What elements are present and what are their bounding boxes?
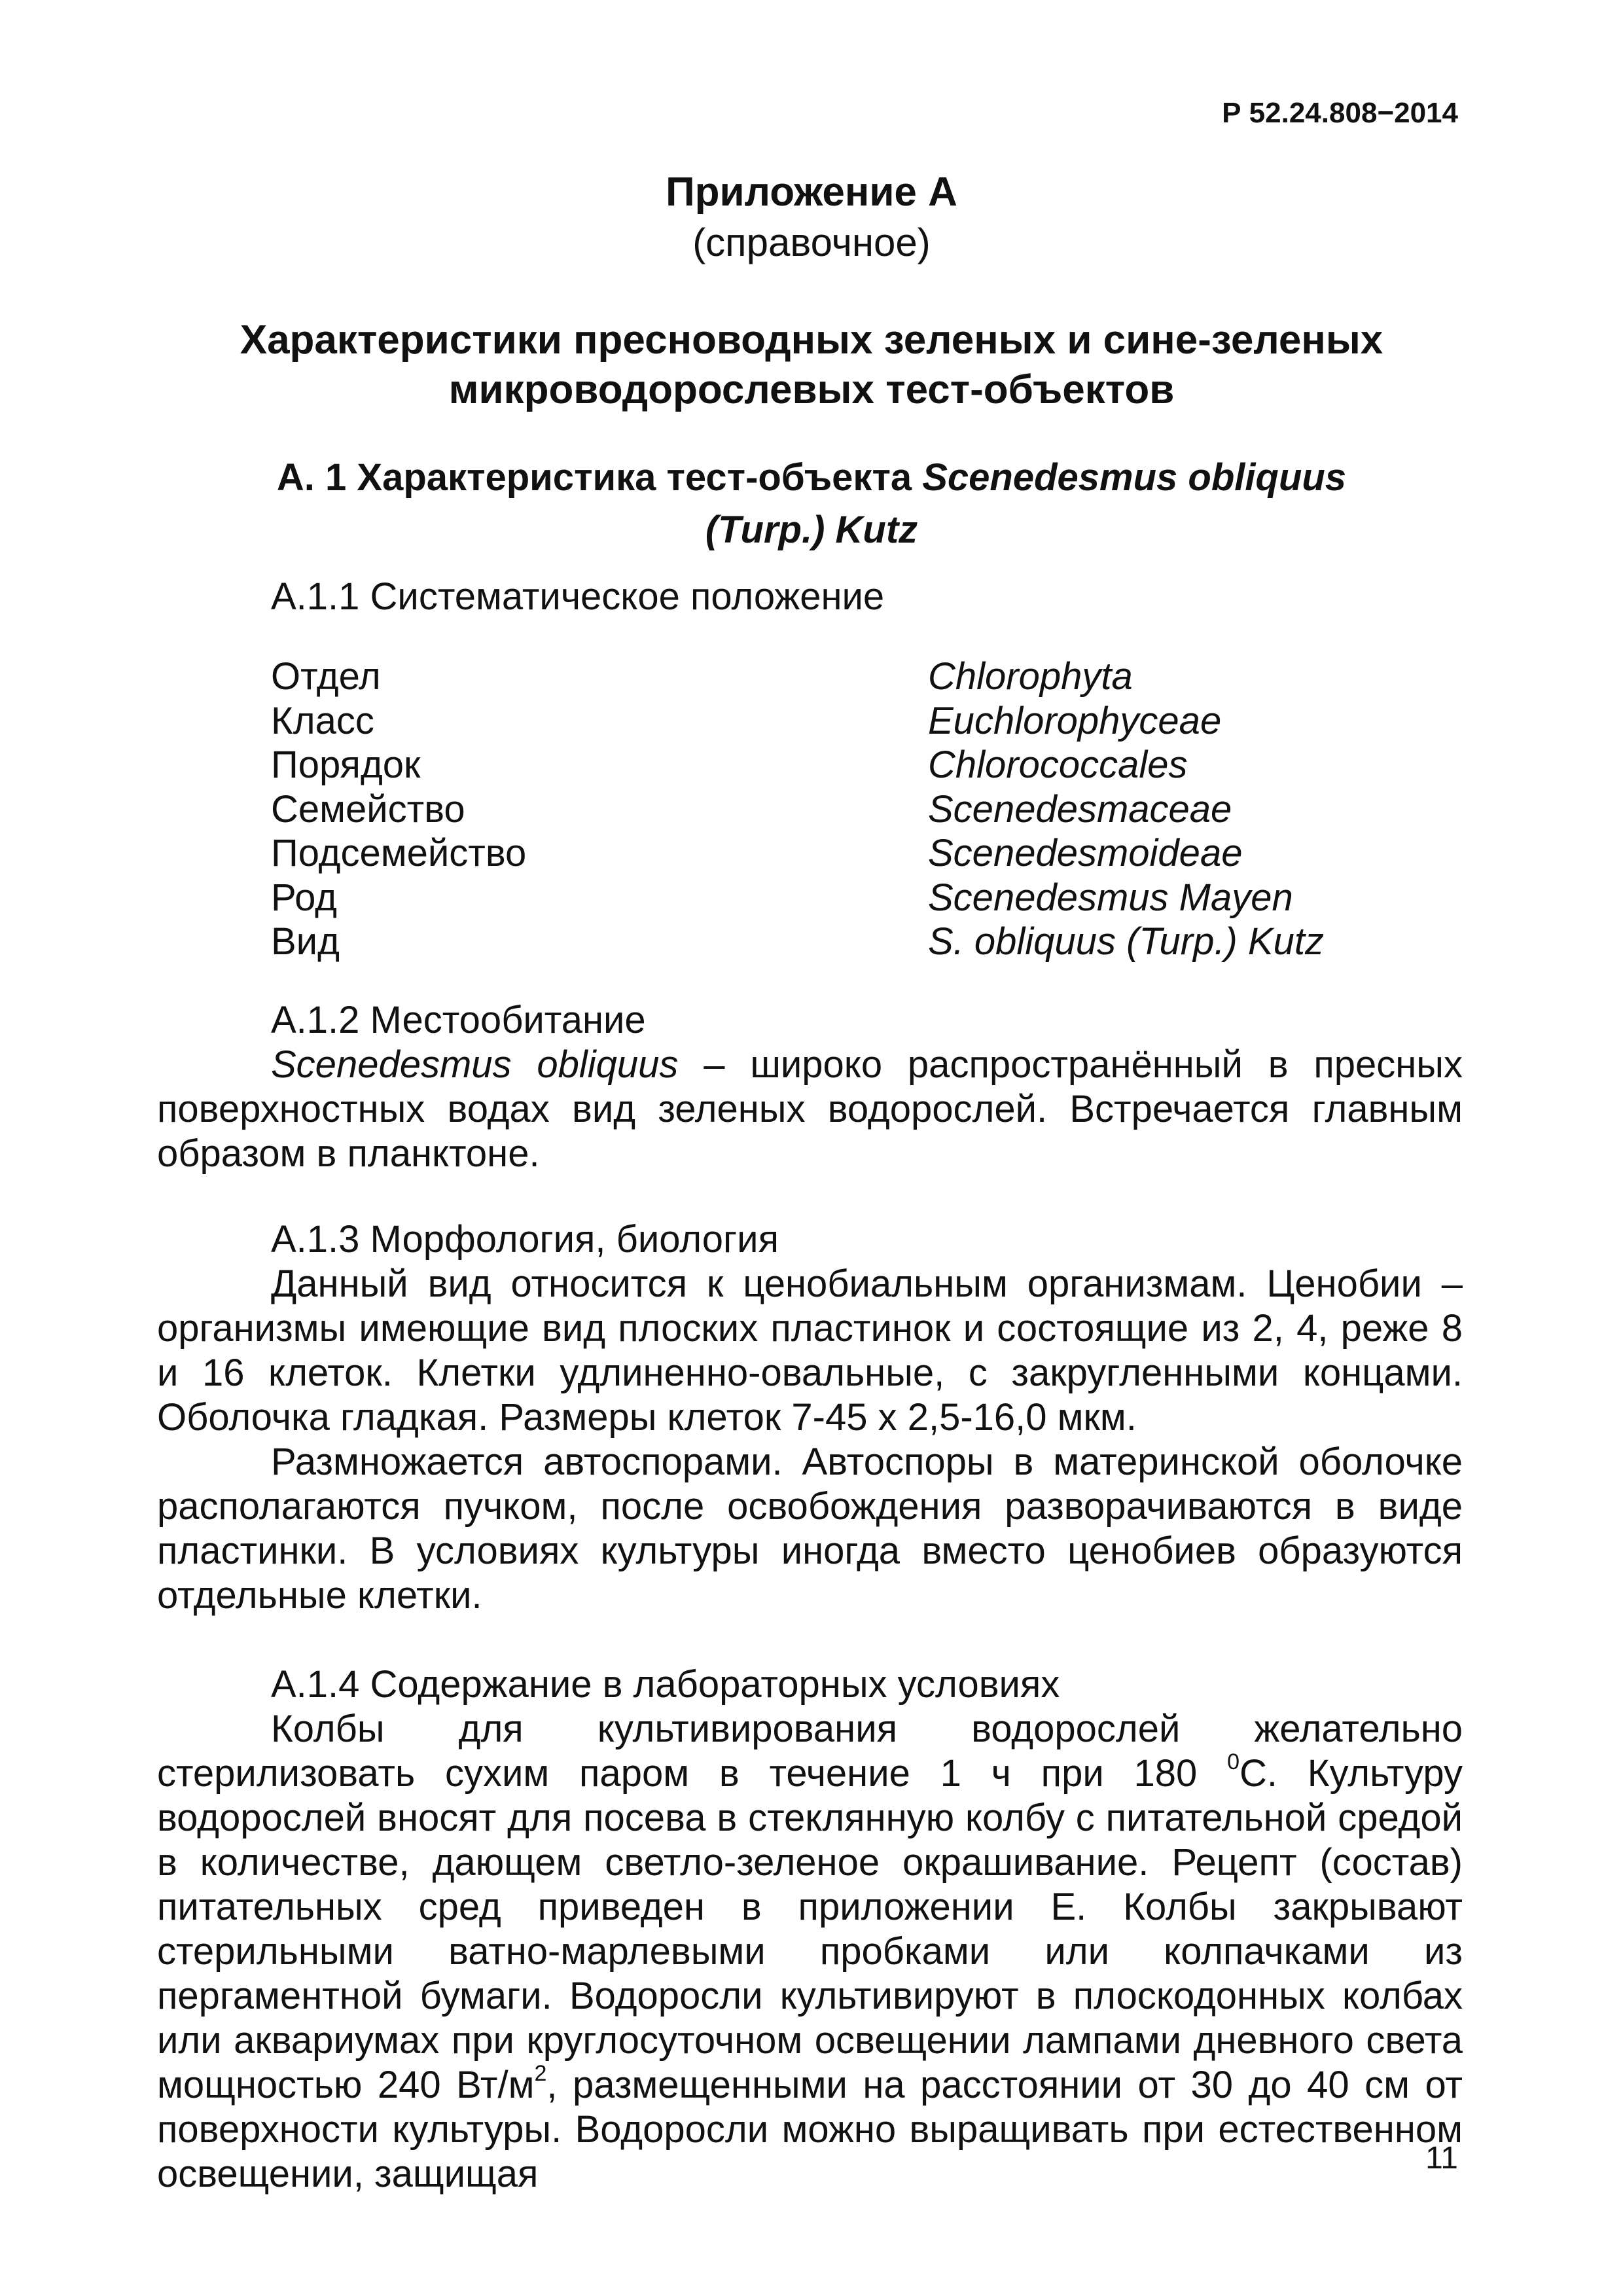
taxonomy-row xyxy=(271,831,1462,876)
taxonomy-row xyxy=(271,699,1462,744)
section-a1-line2 xyxy=(0,504,1623,556)
document-code: Р 52.24.808−2014 xyxy=(1222,97,1458,129)
section-a1-line1 xyxy=(0,452,1623,504)
taxonomy-rank: Отдел xyxy=(271,655,381,698)
taxonomy-rank: Класс xyxy=(271,699,374,742)
taxonomy-taxon: Scenedesmus Mayen xyxy=(928,876,1293,919)
section-a1-authority: (Turp.) Kutz xyxy=(705,509,918,551)
section-a1-title xyxy=(0,452,1623,556)
taxonomy-taxon: Scenedesmoideae xyxy=(928,832,1243,874)
taxonomy-table xyxy=(271,655,1462,964)
page-number: 11 xyxy=(1425,2141,1458,2176)
habitat-text: – широко распространённый в пресных поверхностных водах вид зеленых водорослей. Встречается главным образом в планктоне. xyxy=(157,1043,1463,1175)
taxonomy-taxon: Scenedesmaceae xyxy=(928,787,1232,831)
taxonomy-taxon: Chlorococcales xyxy=(928,744,1188,786)
taxonomy-row xyxy=(271,743,1462,787)
taxonomy-rank: Подсемейство xyxy=(271,832,527,874)
taxonomy-rank: Род xyxy=(271,876,337,919)
degree-superscript: 0 xyxy=(1227,1749,1240,1774)
lab-paragraph xyxy=(157,1707,1463,2197)
heading-lab-conditions: А.1.4 Содержание в лабораторных условиях xyxy=(271,1663,1060,1706)
square-superscript: 2 xyxy=(534,2061,547,2086)
habitat-paragraph xyxy=(157,1043,1463,1176)
morphology-paragraph-2: Размножается автоспорами. Автоспоры в материнской оболочке располагаются пучком, после освобождения разворачиваются в виде пластинки. В условиях культуры иногда вместо ценобиев образуются отдельные клетки. xyxy=(157,1441,1463,1617)
lab-text-1: Колбы для культивирования водорослей желательно стерилизовать сухим паром в течение 1 ч при 180 xyxy=(157,1708,1463,1795)
main-title-line2: микроводорослевых тест-объектов xyxy=(448,367,1175,412)
taxonomy-row xyxy=(271,655,1462,699)
habitat-species: Scenedesmus obliquus xyxy=(271,1043,679,1086)
main-title-line1: Характеристики пресноводных зеленых и сине-зеленых xyxy=(240,317,1383,363)
section-a1-prefix: А. 1 Характеристика тест-объекта xyxy=(276,456,923,499)
lab-text-2: С. Культуру водорослей вносят для посева в стеклянную колбу с питательной средой в количестве, дающем светло-зеленое окрашивание. Рецепт (состав) питательных сред приведен в приложении Е. Колбы закрывают стерильными ватно-марлевыми пробками или колпачками из пергаментной бумаги. Водоросли культивируют в плоскодонных колбах или аквариумах при круглосуточном освещении лампами дневного света мощностью 240 Вт/м xyxy=(157,1752,1463,2106)
taxonomy-row xyxy=(271,920,1462,964)
morphology-paragraph-1: Данный вид относится к ценобиальным организмам. Ценобии – организмы имеющие вид плоских пластинок и состоящие из 2, 4, реже 8 и 16 клеток. Клетки удлиненно-овальные, с закругленными концами. Оболочка гладкая. Размеры клеток 7-45 х 2,5-16,0 мкм. xyxy=(157,1263,1463,1439)
lab-text-3: , размещенными на расстоянии от 30 до 40 см от поверхности культуры. Водоросли можно выращивать при естественном освещении, защищая xyxy=(157,2064,1463,2195)
section-a1-species: Scenedesmus obliquus xyxy=(922,456,1347,499)
taxonomy-taxon: Euchlorophyceae xyxy=(928,699,1222,742)
taxonomy-rank: Вид xyxy=(271,920,340,963)
heading-systematics: А.1.1 Систематическое положение xyxy=(271,575,885,618)
appendix-title: Приложение А xyxy=(666,170,957,215)
taxonomy-rank: Порядок xyxy=(271,744,421,786)
taxonomy-rank: Семейство xyxy=(271,787,465,831)
taxonomy-row xyxy=(271,876,1462,920)
taxonomy-row xyxy=(271,787,1462,832)
main-title xyxy=(0,315,1623,415)
heading-morphology: А.1.3 Морфология, биология xyxy=(271,1218,779,1261)
taxonomy-taxon: Chlorophyta xyxy=(928,655,1133,698)
taxonomy-taxon: S. obliquus (Turp.) Kutz xyxy=(928,920,1324,963)
appendix-subtitle: (справочное) xyxy=(692,221,931,264)
heading-habitat: А.1.2 Местообитание xyxy=(271,999,646,1041)
